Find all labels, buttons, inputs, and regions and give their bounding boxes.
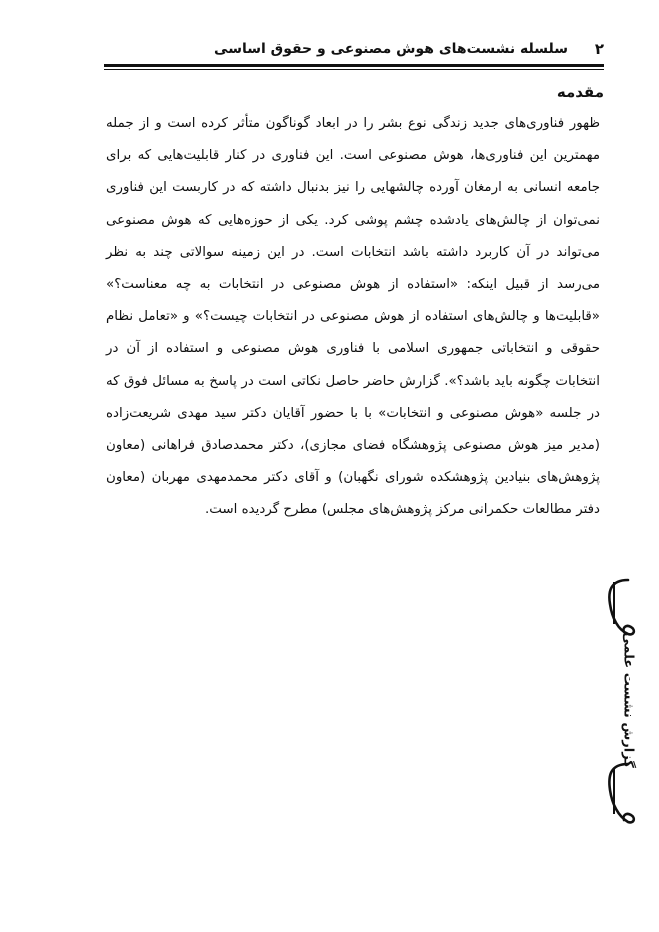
header-rule-thin — [104, 69, 604, 70]
side-label-text: گزارش نشست علمی — [620, 632, 636, 768]
running-title: سلسله نشست‌های هوش مصنوعی و حقوق اساسی — [214, 41, 568, 57]
page-number: ۲ — [594, 40, 604, 58]
header-rule-thick — [104, 64, 604, 67]
body-paragraph: ظهور فناوری‌های جدید زندگی نوع بشر را در ابعاد گوناگون متأثر کرده است و از جمله مهمترین این فناوری‌ها، هوش مصنوعی است. این فناوری در کنار قابلیت‌هایی که برای جامعه انسانی به ارمغان آورده چالشهایی را نیز بدنبال داشته که در کاربست این فناوری نمی‌توان از چالش‌های یادشده چشم پوشی کرد. یکی از حوزه‌هایی که هوش مصنوعی می‌تواند در آن کاربرد داشته باشد انتخابات است. در این زمینه سوالاتی چند به نظر می‌رسد از قبیل اینکه: «استفاده از هوش مصنوعی در انتخابات به چه معناست؟» «قابلیت‌ها و چالش‌های استفاده از هوش مصنوعی در انتخابات چیست؟» و «تعامل نظام حقوقی و انتخاباتی جمهوری اسلامی با فناوری هوش مصنوعی و استفاده از آن در انتخابات چگونه باید باشد؟». گزارش حاضر حاصل نکاتی است در پاسخ به مسائل فوق که در جلسه «هوش مصنوعی و انتخابات» با با حضور آقایان دکتر سید مهدی شریعت‌زاده (مدیر میز هوش مصنوعی پژوهشگاه فضای مجازی)، دکتر محمدصادق فراهانی (معاون پژوهش‌های بنیادین پژوهشکده شورای نگهبان) و آقای دکتر محمدمهدی مهربان (معاون دفتر مطالعات حکمرانی مرکز پژوهش‌های مجلس) مطرح گردیده است. — [106, 116, 600, 518]
section-heading: مقدمه — [556, 83, 604, 101]
